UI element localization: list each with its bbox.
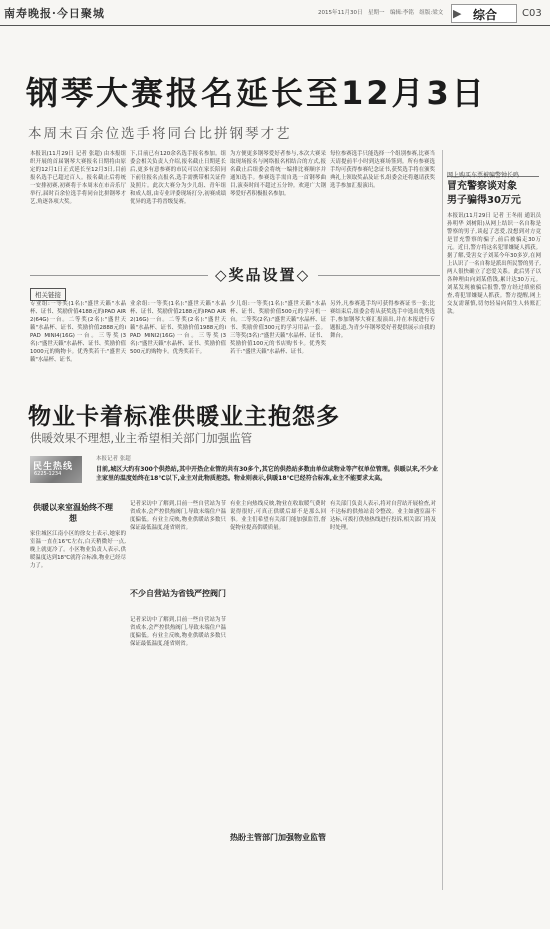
second-col-1: 家住城区江南小区的徐女士表示,她家的室温一直在16℃左右,白天稍微好一点,晚上就更冷了。小区物业负责人表示,供暖温度达到18℃就符合标准,物业已经尽力了。 (30, 531, 126, 569)
awards-col-4: 另外,凡参赛选手均可获得参赛证书一张;比赛结束后,组委会将从获奖选手中选出优秀选手,参加钢琴大赛汇报演出,并在本报进行专题报道,为青少年钢琴爱好者提供展示自我的舞台。 (330, 301, 435, 339)
second-col-2a: 记者采访中了解到,目前一些自营站为节省成本,会严控供热阀门,导致末端住户温度偏低。有业主反映,物业供暖站多数只保证最低温度,能省则省。 (130, 501, 226, 531)
editor-label: 编辑:李铭 (390, 10, 414, 16)
sidebar-header (447, 162, 539, 177)
column-divider (442, 150, 443, 890)
main-headline: 钢琴大赛报名延长至12月3日 (26, 74, 487, 112)
second-subheadline: 供暖效果不理想,业主希望相关部门加强监管 (30, 431, 253, 445)
hotline-photo (30, 456, 82, 483)
hotline-phone: 6225-1234 (34, 471, 62, 477)
page-number: C03 (522, 8, 542, 19)
masthead: 南寿晚报·今日聚城 (4, 7, 105, 20)
second-col-4: 有关部门负责人表示,将对自营站开展检查,对不达标的供热站责令整改。业主如遇室温不达标,可拨打供热热线进行投诉,相关部门将及时处理。 (330, 501, 436, 531)
awards-col-2: 业余组:一等奖(1名):"盛世天籁"水晶杯、证书、奖励价值2188元的iPAD AIR2(16G)一台。二等奖(2名):"盛世天籁"水晶杯、证书、奖励价值1988元的iPAD MINI2(16G)一台。三等奖(3名):"盛世天籁"水晶杯、证书、奖励价值500元的购物卡。优秀奖若干。 (130, 301, 226, 355)
lead-paragraph: 目前,城区大约有300个供热站,其中开热企业管的共有30多个,其它的供热站多数由单位或物业等产权单位管理。供暖以来,不少业主家里的温度始终在18℃以下,业主对此物质抱怨。物业则表示,供暖18℃已经符合标准,业主不能要求太高。 (96, 466, 438, 482)
header-meta (318, 8, 443, 16)
weekday-label: 星期一 (368, 10, 385, 16)
related-link-tag: 相关链接 (30, 288, 66, 301)
date-label: 2015年11月30日 (318, 10, 363, 16)
sidebar-header-text: 网上购买车票被骗警钟长鸣 (447, 172, 520, 179)
awards-title-text: 奖品设置 (228, 266, 297, 284)
byline: 本报记者 张超 (96, 456, 131, 462)
second-headline: 物业卡着标准供暖业主抱怨多 (28, 404, 340, 430)
proof-label: 组版:梁文 (419, 10, 444, 16)
awards-title: ◇奖品设置◇ (215, 266, 311, 284)
article-col-4: 每位参赛选手只能选择一个组别参赛,比赛当天请提前半小时到达赛场签到。所有参赛选手均可获得参赛纪念证书,获奖选手将在颁奖典礼上领取奖品及证书,组委会还将邀请获奖选手参加汇报演出。 (330, 151, 435, 189)
arrow-icon: ▶ (453, 7, 462, 20)
page-header (0, 0, 550, 26)
second-col-2b: 记者采访中了解到,目前一些自营站为节省成本,会严控供热阀门,导致末端住户温度偏低。有业主反映,物业供暖站多数只保证最低温度,能省则省。 (130, 617, 226, 647)
sidebar-title (447, 180, 521, 208)
sidebar-body: 本报讯(11月29日 记者 王冬雨 通讯员 孙明华 刘树阳)从网上结识一名自称是警察的男子,谈起了恋爱,没想到对方竟是冒充警察的骗子,前后被骗走30万元。近日,警方将这名犯罪嫌疑人抓获。据了解,受害女子刘某今年30多岁,在网上认识了一名自称是派出所民警的男子,两人很快确立了恋爱关系。此后男子以各种理由向刘某借钱,累计达30万元。刘某发现被骗后报警,警方经过缜密侦查,将犯罪嫌疑人抓获。警方提醒,网上交友需谨慎,切勿轻易向陌生人转账汇款。 (447, 213, 541, 315)
subheading-3: 热盼主管部门加强物业监管 (230, 833, 326, 842)
article-col-3: 为方便更多钢琴爱好者参与,本次大赛采取现场报名与网络报名相结合的方式,报名截止后组委会将统一编排比赛顺序并通知选手。参赛选手需自选一首钢琴曲目,演奏时间不超过五分钟。欢迎广大钢琴爱好者积极报名参加。 (230, 151, 326, 197)
article-col-2: 下,目前已有120余名选手报名参加。组委会相关负责人介绍,报名截止日期延长后,更多有意参赛的市民可以在家长陪同下前往报名点报名,选手需携带相关证件及照片。此次大赛分为少儿组、青年组和成人组,由专业评委现场打分,初赛成绩优异的选手将晋级复赛。 (130, 151, 226, 205)
sidebar-title-line2: 男子骗得30万元 (447, 195, 521, 206)
subheading-2: 不少自营站为省钱严控阀门 (130, 589, 226, 598)
main-subheadline: 本周末百余位选手将同台比拼钢琴才艺 (28, 126, 292, 142)
divider (318, 275, 440, 276)
divider (30, 275, 208, 276)
sidebar-title-line1: 冒充警察谈对象 (447, 181, 517, 192)
hotline-label: 民生热线 (33, 462, 74, 472)
article-col-1: 本报讯(11月29日 记者 张超) 由本报组织开展的首届钢琴大赛报名日期将由原定的12月1日正式延长至12月3日,目前报名选手已超过百人。报名截止后将统一安排初赛,初赛将于本周末在市音乐厅举行,届时百余位选手将同台比拼钢琴才艺,角逐各项大奖。 (30, 151, 126, 205)
section-name: 综合 (473, 8, 498, 22)
awards-col-3: 少儿组:一等奖(1名):"盛世天籁"水晶杯、证书、奖励价值500元的学习机一台。二等奖(2名):"盛世天籁"水晶杯、证书、奖励价值300元的学习用品一套。三等奖(3名):"盛世天籁"水晶杯、证书、奖励价值100元的书店购书卡。优秀奖若干:"盛世天籁"水晶杯、证书。 (230, 301, 326, 355)
second-col-3: 有业主向热线反映,物业在收取暖气费时说得很好,可真正供暖后却不是那么回事。业主们希望有关部门能加强监管,督促物业提高供暖质量。 (230, 501, 326, 531)
subheading-1: 供暖以来室温始终不理想 (33, 503, 113, 523)
awards-col-1: 专业组:一等奖(1名):"盛世天籁"水晶杯、证书、奖励价值4188元的iPAD AIR2(64G)一台。二等奖(2名):"盛世天籁"水晶杯、证书、奖励价值2888元的iPAD MINI4(16G)一台。三等奖(3名):"盛世天籁"水晶杯、证书、奖励价值1000元的购物卡。优秀奖若干:"盛世天籁"水晶杯、证书。 (30, 301, 126, 363)
